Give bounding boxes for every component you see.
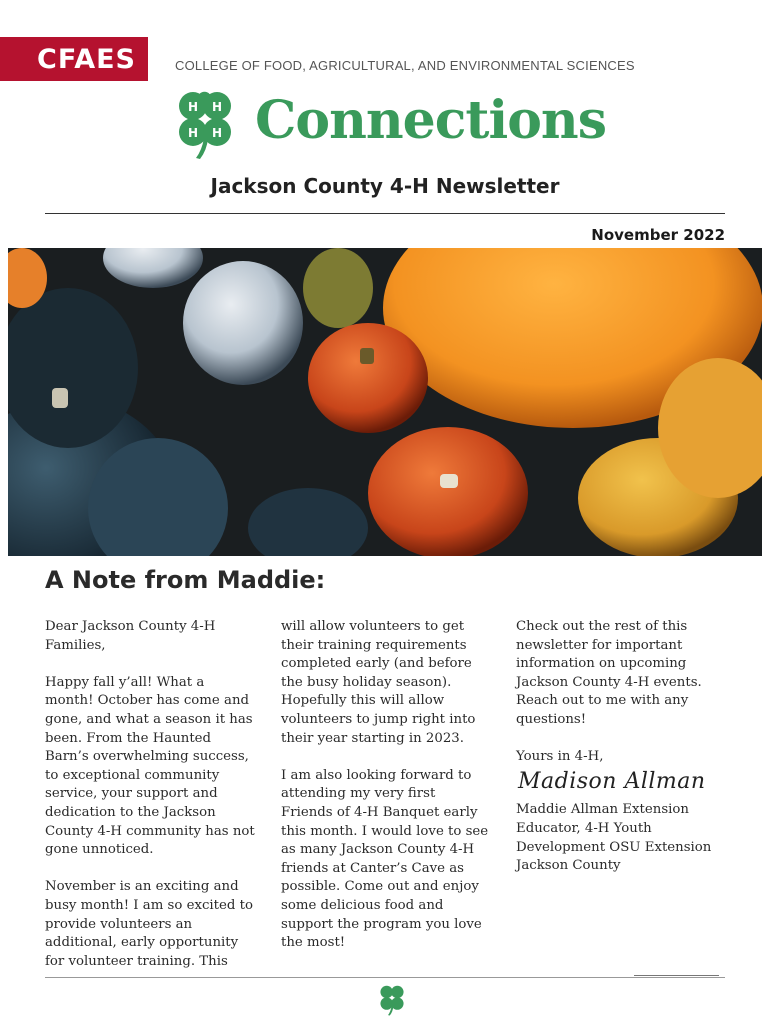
footer-divider xyxy=(45,977,725,978)
newsletter-subtitle: Jackson County 4-H Newsletter xyxy=(210,174,560,198)
divider xyxy=(45,213,725,214)
article-column-1 xyxy=(45,618,255,990)
four-h-clover-icon xyxy=(376,984,408,1016)
divider xyxy=(634,975,719,976)
svg-text:H: H xyxy=(212,126,223,140)
signature: Madison Allman xyxy=(518,768,706,794)
svg-text:H: H xyxy=(188,126,199,140)
author-signoff: Maddie Allman Extension Educator, 4-H Youth Development OSU Extension Jackson County xyxy=(516,802,712,874)
issue-date: November 2022 xyxy=(591,226,725,244)
paragraph: Happy fall y’all! What a month! October has come and gone, and what a season it has been. From the Haunted Barn’s overwhelming success, to exceptional community service, your support and dedication to the Jackson County 4-H community has not gone unnoticed. xyxy=(45,674,255,858)
college-name: COLLEGE OF FOOD, AGRICULTURAL, AND ENVIRONMENTAL SCIENCES xyxy=(175,58,635,73)
closing: Yours in 4-H, xyxy=(516,749,604,765)
newsletter-masthead: Connections xyxy=(255,90,606,151)
paragraph: Dear Jackson County 4-H Families, xyxy=(45,619,216,653)
article-column-2 xyxy=(281,618,491,971)
paragraph: will allow volunteers to get their training requirements completed early (and before the busy holiday season). Hopefully this will allow volunteers to jump right into their year starting in 2023. xyxy=(281,619,476,746)
paragraph: November is an exciting and busy month! I am so excited to provide volunteers an additional, early opportunity for volunteer training. This xyxy=(45,879,253,969)
four-h-clover-icon xyxy=(170,88,240,160)
article-column-3 xyxy=(516,618,726,894)
paragraph: Check out the rest of this newsletter for important information on upcoming Jackson County 4-H events. Reach out to me with any questions! xyxy=(516,619,702,727)
article-title: A Note from Maddie: xyxy=(45,566,326,594)
cfaes-logo: CFAES xyxy=(0,37,148,81)
svg-text:H: H xyxy=(188,100,199,114)
pumpkins-photo xyxy=(8,248,762,556)
paragraph: I am also looking forward to attending my very first Friends of 4-H Banquet early this month. I would love to see as many Jackson County 4-H friends at Canter’s Cave as possible. Come out and enjoy some delicious food and support the program you love the most! xyxy=(281,767,489,951)
svg-text:H: H xyxy=(212,100,223,114)
